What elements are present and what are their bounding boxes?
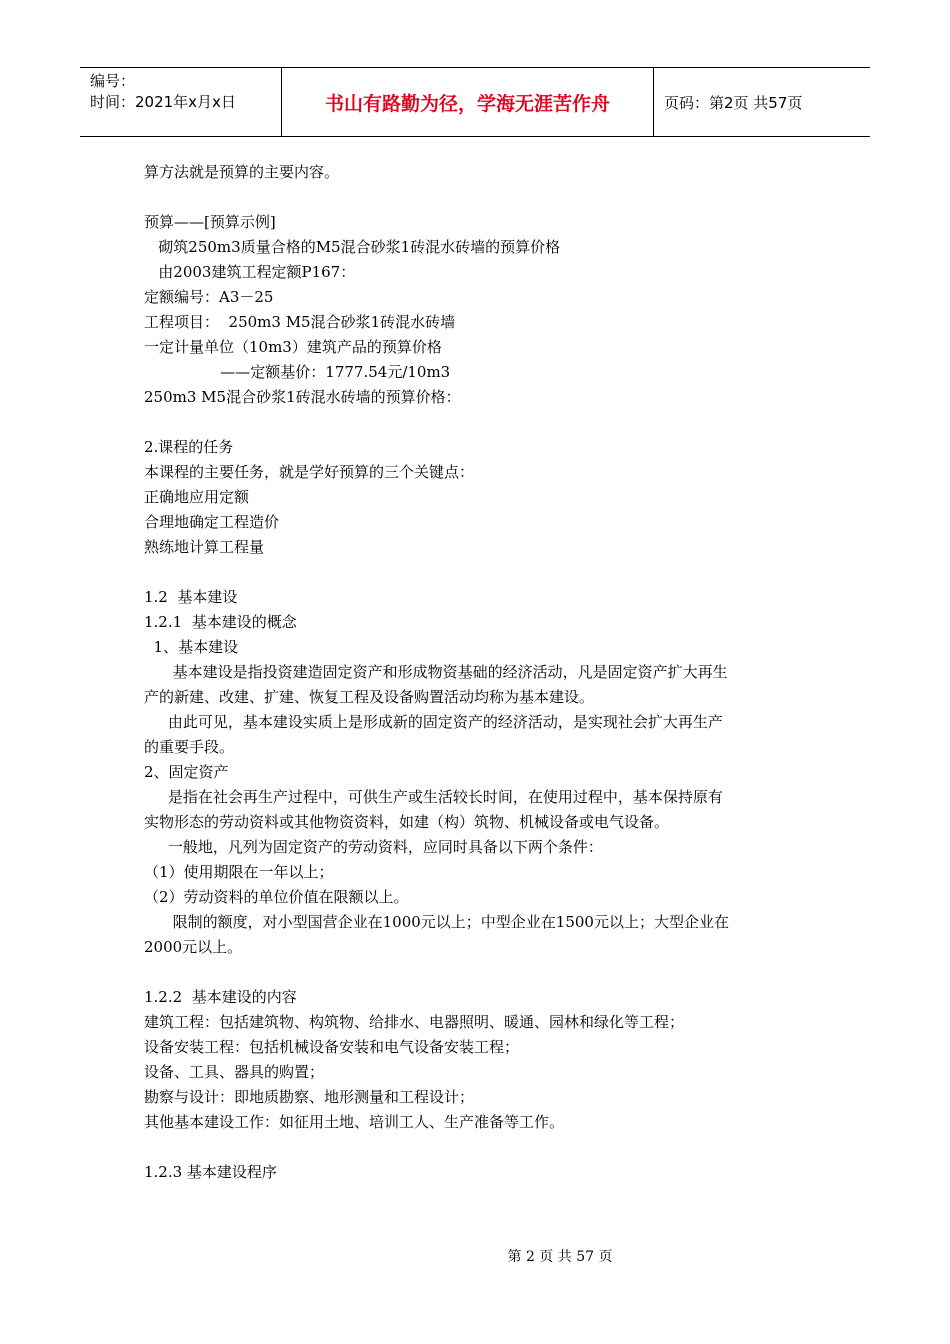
text-line: 1.2.1 基本建设的概念 xyxy=(144,613,297,631)
text-line: 的重要手段。 xyxy=(144,738,235,756)
blank-line xyxy=(144,960,810,985)
text-line: 1.2 基本建设 xyxy=(144,588,238,606)
text-line: 2、固定资产 xyxy=(144,763,229,781)
text-line: 由2003建筑工程定额P167： xyxy=(144,263,356,281)
text-line: 一般地，凡列为固定资产的劳动资料，应同时具备以下两个条件： xyxy=(144,838,603,856)
header-left-cell xyxy=(80,68,282,136)
page-footer: 第 2 页 共 57 页 xyxy=(507,1249,613,1265)
text-line: 2000元以上。 xyxy=(144,938,243,956)
text-line: 基本建设是指投资建造固定资产和形成物资基础的经济活动，凡是固定资产扩大再生 xyxy=(144,663,728,681)
text-line: 实物形态的劳动资料或其他物资资料，如建（构）筑物、机械设备或电气设备。 xyxy=(144,813,670,831)
text-line: 产的新建、改建、扩建、恢复工程及设备购置活动均称为基本建设。 xyxy=(144,688,595,706)
text-line: （1）使用期限在一年以上； xyxy=(144,863,334,881)
document-body xyxy=(144,160,810,1185)
blank-line xyxy=(144,560,810,585)
text-line: 合理地确定工程造价 xyxy=(144,513,280,531)
text-line: 其他基本建设工作：如征用土地、培训工人、生产准备等工作。 xyxy=(144,1113,565,1131)
text-line: 勘察与设计：即地质勘察、地形测量和工程设计； xyxy=(144,1088,475,1106)
text-line: 250m3 M5混合砂浆1砖混水砖墙的预算价格： xyxy=(144,388,461,406)
text-line: 砌筑250m3质量合格的M5混合砂浆1砖混水砖墙的预算价格 xyxy=(144,238,561,256)
code-label: 编号： xyxy=(90,72,136,90)
text-line: 限制的额度，对小型国营企业在1000元以上；中型企业在1500元以上；大型企业在 xyxy=(144,913,729,931)
text-line: 1、基本建设 xyxy=(144,638,239,656)
text-line: 熟练地计算工程量 xyxy=(144,538,265,556)
text-line: 预算——[预算示例] xyxy=(144,213,276,231)
text-line: 是指在社会再生产过程中，可供生产或生活较长时间，在使用过程中，基本保持原有 xyxy=(144,788,723,806)
text-line: 本课程的主要任务，就是学好预算的三个关键点： xyxy=(144,463,475,481)
header-page-number: 页码：第2页 共57页 xyxy=(664,93,803,112)
blank-line xyxy=(144,410,810,435)
blank-line xyxy=(144,1135,810,1160)
text-line: 一定计量单位（10m3）建筑产品的预算价格 xyxy=(144,338,442,356)
text-line: 1.2.2 基本建设的内容 xyxy=(144,988,297,1006)
text-line: 定额编号：A3－25 xyxy=(144,288,274,306)
text-line: 算方法就是预算的主要内容。 xyxy=(144,163,340,181)
text-line: 1.2.3 基本建设程序 xyxy=(144,1163,277,1181)
page-header xyxy=(80,67,870,137)
date-label: 时间：2021年x月x日 xyxy=(90,93,236,111)
text-line: 由此可见，基本建设实质上是形成新的固定资产的经济活动，是实现社会扩大再生产 xyxy=(144,713,723,731)
blank-line xyxy=(144,185,810,210)
header-motto: 书山有路勤为径，学海无涯苦作舟 xyxy=(282,68,654,136)
text-line: 设备安装工程：包括机械设备安装和电气设备安装工程； xyxy=(144,1038,520,1056)
text-line: 建筑工程：包括建筑物、构筑物、给排水、电器照明、暖通、园林和绿化等工程； xyxy=(144,1013,685,1031)
text-line: ——定额基价：1777.54元/10m3 xyxy=(144,363,451,381)
text-line: 工程项目： 250m3 M5混合砂浆1砖混水砖墙 xyxy=(144,313,456,331)
text-line: 正确地应用定额 xyxy=(144,488,250,506)
text-line: 设备、工具、器具的购置； xyxy=(144,1063,325,1081)
text-line: 2.课程的任务 xyxy=(144,438,234,456)
text-line: （2）劳动资料的单位价值在限额以上。 xyxy=(144,888,409,906)
